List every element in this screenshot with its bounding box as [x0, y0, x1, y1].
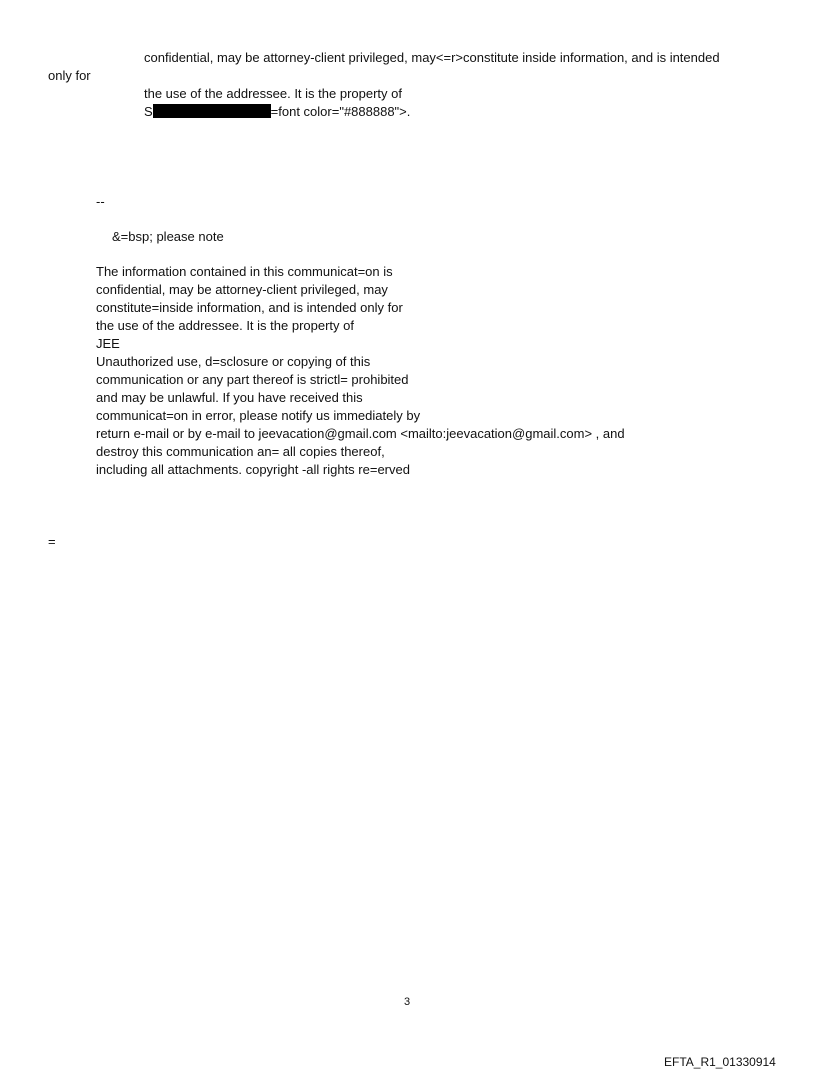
- notice-line: including all attachments. copyright -all rights re=erved: [96, 462, 410, 477]
- notice-line: the use of the addressee. It is the property of: [96, 318, 354, 333]
- notice-line: communication or any part thereof is strictl= prohibited: [96, 372, 409, 387]
- notice-line: confidential, may be attorney-client privileged, may: [96, 282, 388, 297]
- page-number: 3: [404, 996, 411, 1008]
- notice-line: and may be unlawful. If you have received this: [96, 390, 363, 405]
- notice-line: JEE: [96, 336, 120, 351]
- please-note-heading: &=bsp; please note: [112, 229, 224, 244]
- redaction-block: [153, 104, 271, 118]
- notice-line: The information contained in this communicat=on is: [96, 264, 393, 279]
- top-disclaimer-line-3: the use of the addressee. It is the property of: [144, 86, 402, 101]
- document-id-footer: EFTA_R1_01330914: [664, 1055, 776, 1069]
- trailing-equals-sign: =: [48, 534, 56, 549]
- notice-line: destroy this communication an= all copies thereof,: [96, 444, 385, 459]
- signature-separator: --: [96, 194, 105, 209]
- notice-line: return e-mail or by e-mail to jeevacation@gmail.com <mailto:jeevacation@gmail.com> , and: [96, 426, 625, 441]
- notice-line: Unauthorized use, d=sclosure or copying of this: [96, 354, 371, 369]
- top-disclaimer-line-2: only for: [48, 68, 91, 83]
- font-color-fragment: =font color="#888888">.: [270, 104, 411, 119]
- top-disclaimer-line-4: [144, 104, 410, 119]
- property-owner-initial: S: [144, 104, 153, 119]
- notice-line: constitute=inside information, and is intended only for: [96, 300, 403, 315]
- notice-line: communicat=on in error, please notify us immediately by: [96, 408, 421, 423]
- top-disclaimer-line-1: confidential, may be attorney-client privileged, may<=r>constitute inside information, and is intended: [144, 50, 720, 65]
